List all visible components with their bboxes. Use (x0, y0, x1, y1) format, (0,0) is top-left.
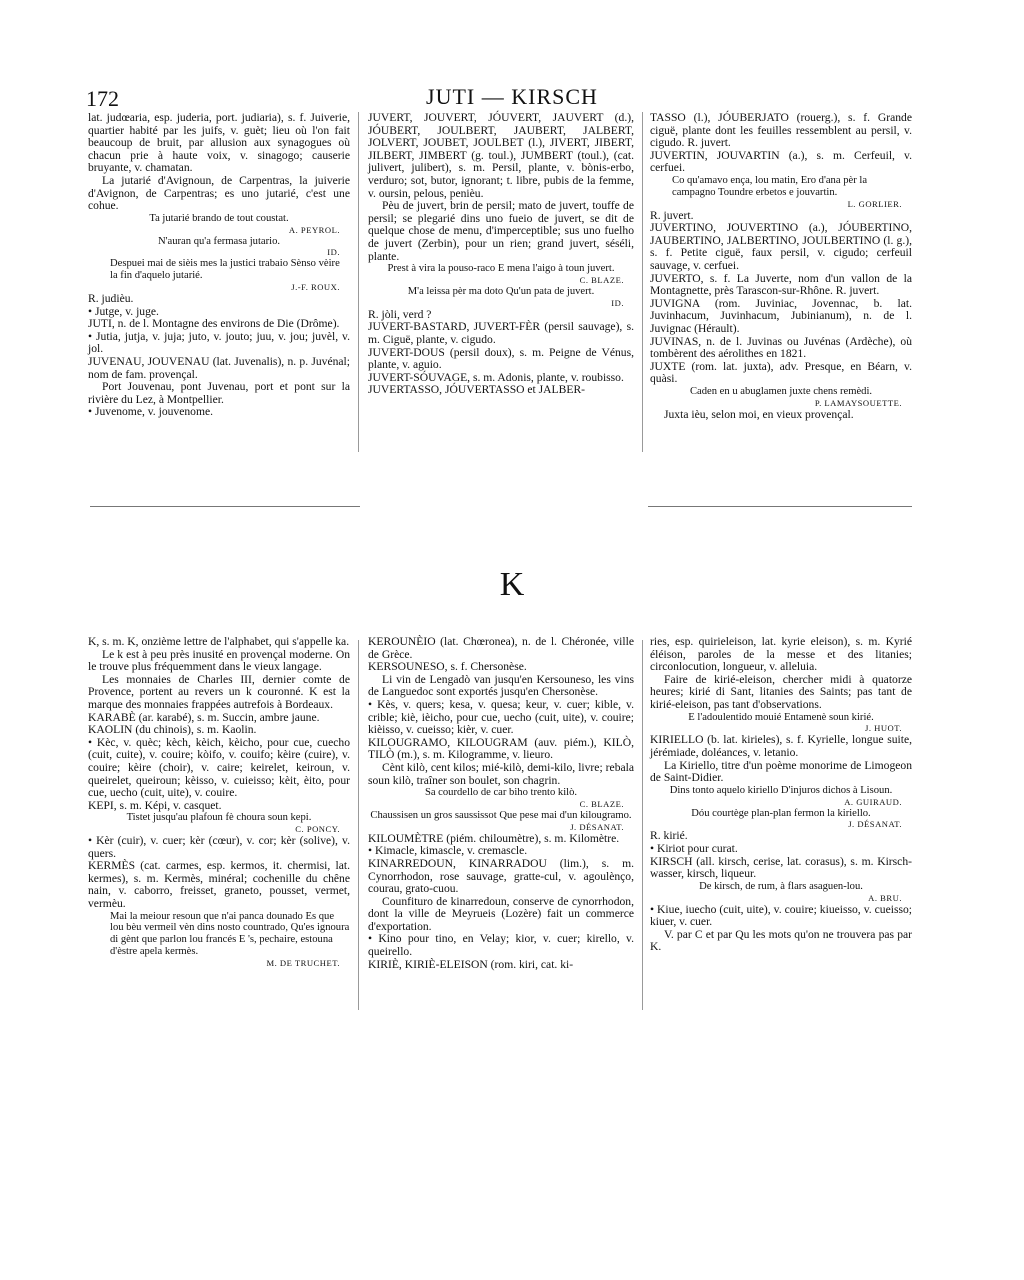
top-column-2 (368, 112, 634, 397)
dictionary-entry: KERSOUNESO, s. f. Chersonèse. (368, 660, 527, 674)
quote-author: C. BLAZE. (579, 798, 624, 809)
quotation: Despuei mai de sièis mes la justici trabaio Sènso vèire la fin d'aquelo jutarié. (110, 258, 340, 282)
section-rule-right (648, 506, 912, 507)
dictionary-entry: K, s. m. K, onzième lettre de l'alphabet, qui s'appelle ka. (88, 635, 350, 648)
column-divider (642, 112, 643, 452)
dictionary-entry: • Juvenome, v. jouvenome. (88, 405, 214, 419)
dictionary-entry: Les monnaies de Charles III, dernier comte de Provence, portent au revers un k couronné. K est la marque des monnaies frappées autrefois à Bordeaux. (88, 672, 350, 711)
quote-author: C. PONCY. (295, 824, 340, 835)
quotation: E l'adoulentido mouié Entamenè soun kirié. (688, 711, 874, 723)
quote-author: J. DÉSANAT. (848, 819, 902, 830)
column-divider (358, 640, 359, 1010)
top-column-3 (650, 112, 912, 421)
dictionary-entry: R. jòli, verd ? (368, 307, 432, 321)
quote-author: A. GUIRAUD. (844, 796, 902, 807)
dictionary-entry: KIRIÈ, KIRIÈ-ELEISON (rom. kiri, cat. ki- (368, 957, 574, 971)
dictionary-entry: JUVERT-SÓUVAGE, s. m. Adonis, plante, v. roubisso. (368, 370, 624, 384)
column-divider (642, 640, 643, 1010)
dictionary-entry: KEROUNÈIO (lat. Chœronea), n. de l. Chéronée, ville de Grèce. (368, 635, 634, 661)
quotation: Chaussisen un gros saussissot Que pese mai d'un kilougramo. (370, 809, 632, 821)
dictionary-entry: • Kèc, v. quèc; kèch, kèich, kèicho, pour cue, cuecho (cuit, cuite), v. couire; kòifo, v. couifo; kèire (cuire), v. couire; kèire (choir), v. caire; keirelet, keiroun, v. queirelet, queiroun; kèisso, v. cuieisso; kèit, èito, pour cue, uecho (cuit, uite), v. couire. (88, 735, 350, 800)
dictionary-entry: Juxta ièu, selon moi, en vieux provençal. (664, 407, 854, 421)
dictionary-entry: ries, esp. quirieleison, lat. kyrie eleison), s. m. Kyrié éléison, paroles de la messe et des litanies; circonlocution, longueur, v. alleluia. (650, 635, 912, 674)
quote-author: M. DE TRUCHET. (266, 957, 340, 968)
dictionary-entry: Cènt kilò, cent kilos; mié-kilò, demi-kilo, livre; rebala soun kilò, traîner son boulet, son chagrin. (368, 760, 634, 787)
dictionary-entry: JUVENAU, JOUVENAU (lat. Juvenalis), n. p. Juvénal; nom de fam. provençal. (88, 354, 350, 381)
dictionary-entry: JUVERT, JOUVERT, JÓUVERT, JAUVERT (d.), JÓUBERT, JOULBERT, JAUBERT, JALBERT, JOLVERT, JOUBET, JOULBET (l.), JIVERT, JIBERT, JILBERT, JIMBERT (g. toul.), JUMBERT (toul.), (cat. julivert, julibert), s. m. Persil, plante, v. bònis-erbo, verduro; sot, butor, ignorant; t. libre, pubis de la femme, v. oursin, pelous, penièu. (368, 111, 634, 200)
dictionary-entry: • Kèr (cuir), v. cuer; kèr (cœur), v. cor; kèr (solive), v. quers. (88, 834, 350, 860)
dictionary-entry: JUTI, n. de l. Montagne des environs de Die (Drôme). (88, 317, 340, 331)
dictionary-entry: KILOUGRAMO, KILOUGRAM (auv. piém.), KILÒ, TILÒ (m.), s. m. Kilogramme, v. lieuro. (368, 735, 634, 762)
quotation: M'a leissa pèr ma doto Qu'un pata de juvert. (407, 285, 595, 297)
dictionary-entry: R. juvert. (650, 208, 694, 222)
section-rule-left (90, 506, 360, 507)
quotation: Caden en u abuglamen juxte chens remèdi. (689, 385, 873, 397)
dictionary-entry: KIRSCH (all. kirsch, cerise, lat. corasus), s. m. Kirsch-wasser, kirsch, liqueur. (650, 854, 912, 881)
quote-author: A. BRU. (868, 892, 902, 903)
dictionary-entry: JUVERT-DOUS (persil doux), s. m. Peigne de Vénus, plante, v. aguio. (368, 345, 634, 372)
dictionary-entry: KAOLIN (du chinois), s. m. Kaolin. (88, 723, 257, 737)
quote-author: A. PEYROL. (288, 224, 340, 235)
dictionary-entry: V. par C et par Qu les mots qu'on ne trouvera pas par K. (650, 927, 912, 954)
dictionary-entry: JUXTE (rom. lat. juxta), adv. Presque, en Béarn, v. quàsi. (650, 359, 912, 386)
dictionary-entry: • Kimacle, kimascle, v. cremascle. (368, 844, 528, 858)
dictionary-entry: KEPI, s. m. Képi, v. casquet. (88, 798, 222, 812)
running-head: JUTI — KIRSCH (426, 84, 598, 109)
quotation: Dóu courtège plan-plan fermon la kiriello. (691, 807, 871, 819)
dictionary-entry: KERMÈS (cat. carmes, esp. kermos, it. chermisi, lat. kermes), s. m. Kermès, minéral; cochenille du chêne nain, v. caborro, freisset, graneto, pousset, vermet, vermèu. (88, 859, 350, 911)
quote-author: J.-F. ROUX. (291, 281, 340, 292)
dictionary-entry: Pèu de juvert, brin de persil; mato de juvert, touffe de persil; se plegarié dins uno fueio de juvert, se dit de quelque chose de menu, d'imperceptible; sus uno fuelho de juvert (Zerbin), pour un rien; grand juvert, séséli, plante. (368, 199, 634, 263)
dictionary-entry: KINARREDOUN, KINARRADOU (lim.), s. m. Cynorrhodon, rose sauvage, gratte-cul, v. agoulènço, courau, grato-cuou. (368, 856, 634, 896)
quotation: Mai la meiour resoun que n'ai panca dounado Es que lou bèu vermeil vèn dins nosto countrado, Qu'es ignoura di gènt que parlon lou francés E 's, pechaire, estouna d'èstre apela kermès. (110, 910, 350, 958)
quotation: Dins tonto aquelo kiriello D'injuros dichos à Lisoun. (669, 784, 893, 796)
dictionary-entry: TASSO (l.), JÓUBERJATO (rouerg.), s. f. Grande ciguë, plante dont les feuilles ressemblent au persil, v. cigudo. R. juvert. (650, 111, 912, 150)
dictionary-entry: JUVERTO, s. f. La Juverte, nom d'un vallon de la Montagnette, près Tarascon-sur-Rhône. R. juvert. (650, 271, 912, 298)
dictionary-entry: JUVERTIN, JOUVARTIN (a.), s. m. Cerfeuil, v. cerfuei. (650, 148, 912, 175)
dictionary-entry: • Jutia, jutja, v. juja; juto, v. jouto; juu, v. jou; juvèl, v. jol. (88, 329, 350, 356)
dictionary-entry: • Kino pour tino, en Velay; kior, v. cuer; kirello, v. queirello. (368, 932, 634, 959)
dictionary-entry: Counfituro de kinarredoun, conserve de cynorrhodon, dont la ville de Meyrueis (Lozère) fait un commerce d'exportation. (368, 894, 634, 933)
top-column-1 (88, 112, 350, 419)
dictionary-entry: R. judièu. (88, 291, 134, 305)
dictionary-entry: JUVERT-BASTARD, JUVERT-FÈR (persil sauvage), s. m. Ciguë, plante, v. cigudo. (368, 320, 634, 346)
quotation: Tistet jusqu'au plafoun fè choura soun kepi. (126, 812, 312, 824)
page-number: 172 (86, 86, 119, 111)
dictionary-entry: • Jutge, v. juge. (88, 304, 159, 318)
dictionary-entry: R. kirié. (650, 829, 688, 843)
quote-author: ID. (611, 297, 624, 308)
quote-author: L. GORLIER. (847, 198, 902, 209)
dictionary-entry: • Kiue, iuecho (cuit, uite), v. couire; kiueisso, v. cueisso; kiuer, v. cuer. (650, 902, 912, 929)
dictionary-entry: KILOUMÈTRE (piém. chiloumètre), s. m. Kilomètre. (368, 831, 620, 845)
dictionary-entry: JUVERTINO, JOUVERTINO (a.), JÓUBERTINO, JAUBERTINO, JALBERTINO, JOULBERTINO (l. g.), s. f. Petite ciguë, faux persil, v. cigudo; cerfeuil sauvage, v. cerfuei. (650, 221, 912, 272)
column-divider (358, 112, 359, 452)
quotation: Ta jutarié brando de tout coustat. (149, 212, 289, 224)
dictionary-entry: La jutarié d'Avignoun, de Carpentras, la juiverie d'Avignon, de Carpentras; es uno jutarié, c'est une cohue. (88, 173, 350, 213)
dictionary-entry: • Kès, v. quers; kesa, v. quesa; keur, v. cuer; kible, v. crible; kiè, ièicho, pour cue, uecho (cuit, uite), v. couire; kièisso, v. cueisso; kièr, v. cuer. (368, 697, 634, 737)
quotation: De kirsch, de rum, à flars asaguen-lou. (699, 880, 863, 892)
dictionary-entry: KIRIELLO (b. lat. kirieles), s. f. Kyrielle, longue suite, jérémiade, doléances, v. letanio. (650, 733, 912, 759)
dictionary-entry: JUVIGNA (rom. Juviniac, Jovennac, b. lat. Juvinhacum, Juvinhacum, Jubinianum), n. de l. Juvignac (Hérault). (650, 296, 912, 335)
dictionary-entry: • Kiriot pour curat. (650, 841, 738, 855)
dictionary-entry: lat. judœaria, esp. juderia, port. judiaria), s. f. Juiverie, quartier habité par les juifs, v. guèt; lieu où l'on fait beaucoup de bruit, par allusion aux synagogues où chacun prie à haute voix, v. sinagogo; causerie bruyante, v. chamatan. (88, 111, 350, 175)
dictionary-entry: Le k est à peu près inusité en provençal moderne. On le trouve plus fréquemment dans le vieux langage. (88, 647, 350, 674)
dictionary-entry: KARABÈ (ar. karabé), s. m. Succin, ambre jaune. (88, 710, 320, 724)
quotation: Sa courdello de car biho trento kilò. (424, 787, 578, 799)
quotation: Co qu'amavo ença, lou matin, Ero d'ana pèr la campagno Toundre erbetos e jouvartin. (672, 174, 868, 198)
bottom-column-2 (368, 636, 634, 971)
bottom-column-3 (650, 636, 912, 954)
dictionary-entry: La Kiriello, titre d'un poème monorime de Limogeon de Saint-Didier. (650, 758, 912, 785)
dictionary-entry: JUVINAS, n. de l. Juvinas ou Juvénas (Ardèche), où tombèrent des aérolithes en 1821. (650, 334, 912, 361)
dictionary-entry: Port Jouvenau, pont Juvenau, port et pont sur la rivière du Lez, à Montpellier. (88, 380, 350, 406)
quote-author: J. DÉSANAT. (570, 821, 624, 832)
quote-author: C. BLAZE. (579, 274, 624, 285)
section-letter: K (499, 566, 525, 603)
quote-author: J. HUOT. (864, 723, 902, 734)
dictionary-entry: JUVERTASSO, JÓUVERTASSO et JALBER- (368, 383, 586, 397)
dictionary-entry: Faire de kirié-eleison, chercher midi à quatorze heures; kirié di Sant, litanies des Saints; pas tant de kirié-eleison, pas tant d'observations. (650, 672, 912, 711)
quote-author: P. LAMAYSOUETTE. (814, 397, 902, 408)
dictionary-entry: Li vin de Lengadò van jusqu'en Kersouneso, les vins de Languedoc sont exportés jusqu'en Chersonèse. (368, 672, 634, 699)
quotation: N'auran qu'a fermasa jutario. (157, 235, 281, 247)
quote-author: ID. (327, 247, 340, 258)
quotation: Prest à vira la pouso-raco E mena l'aigo à toun juvert. (387, 263, 615, 275)
bottom-column-1 (88, 636, 350, 969)
